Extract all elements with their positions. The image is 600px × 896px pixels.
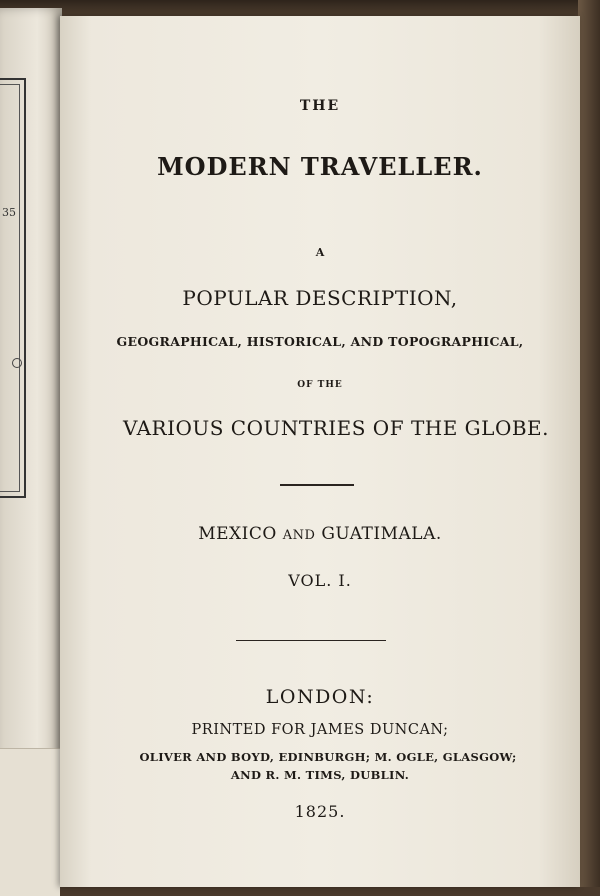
imprint-booksellers-1: OLIVER AND BOYD, EDINBURGH; M. OGLE, GLASGOW;	[139, 750, 517, 764]
region-guatimala: GUATIMALA.	[321, 524, 442, 544]
subtitle-countries: VARIOUS COUNTRIES OF THE GLOBE.	[123, 416, 549, 440]
volume-region	[60, 524, 580, 544]
title-page	[60, 16, 580, 887]
region-mexico: MEXICO	[198, 524, 277, 544]
facing-map-page	[0, 8, 62, 887]
map-grid-number: 35	[2, 206, 16, 219]
main-title: MODERN TRAVELLER.	[157, 152, 483, 181]
subtitle: POPULAR DESCRIPTION,	[182, 286, 458, 310]
map-marker	[12, 358, 22, 368]
imprint-city: LONDON:	[265, 686, 375, 708]
map-fold-flap	[0, 748, 60, 896]
divider-rule	[280, 484, 354, 486]
subtitle-connector: OF THE	[297, 380, 343, 390]
divider-rule-lower	[236, 640, 386, 641]
imprint-booksellers-2: AND R. M. TIMS, DUBLIN.	[230, 768, 410, 782]
imprint-printer: PRINTED FOR JAMES DUNCAN;	[191, 722, 449, 738]
title-article: THE	[299, 98, 341, 114]
map-inner-border	[0, 84, 20, 492]
region-and: AND	[282, 528, 316, 543]
imprint-year: 1825.	[294, 802, 346, 821]
map-border	[0, 78, 26, 498]
subtitle-qualifier: GEOGRAPHICAL, HISTORICAL, AND TOPOGRAPHICAL,	[116, 334, 524, 349]
volume-number: VOL. I.	[288, 571, 352, 590]
subtitle-article: A	[315, 246, 325, 259]
